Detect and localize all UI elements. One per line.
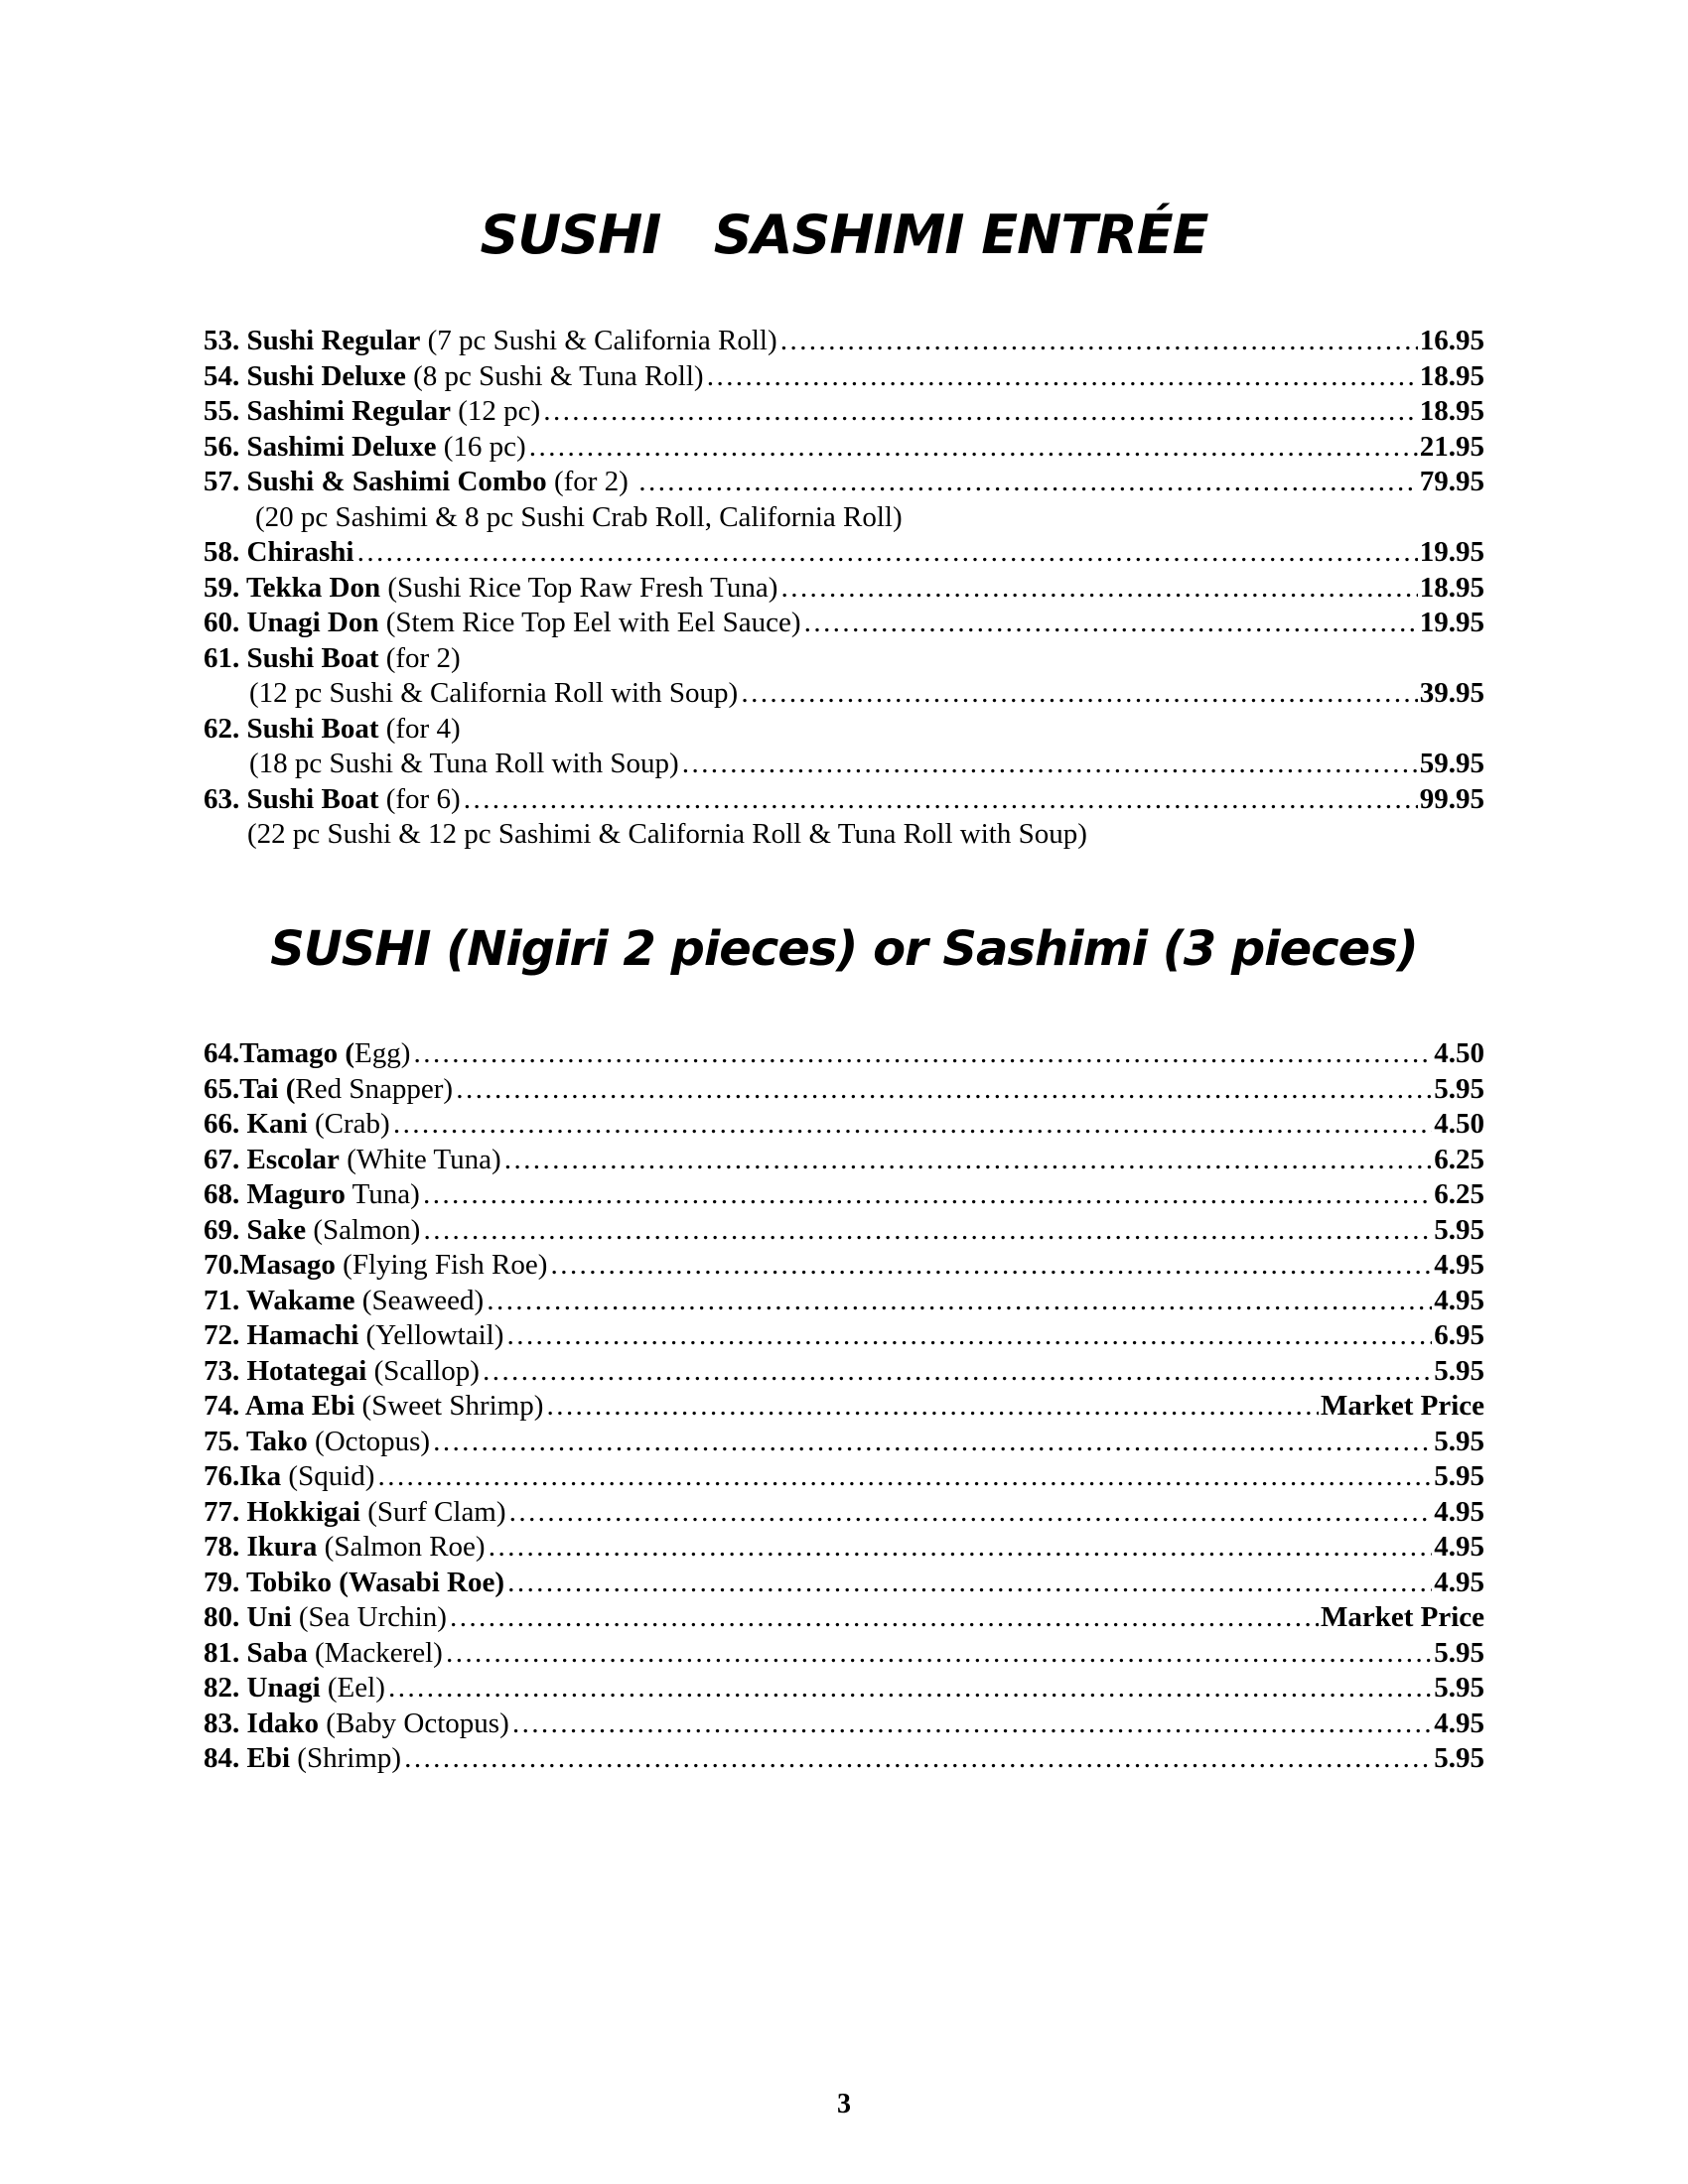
item-label [204,1425,430,1460]
item-price: Market Price [1320,1390,1484,1422]
item-name-text: Idako [246,1706,320,1739]
dot-leader [803,606,1418,641]
item-description: (for 2) [378,641,461,674]
item-name [204,536,353,568]
item-price: 4.95 [1434,1566,1484,1598]
item-name [204,1531,317,1563]
menu-item-row [204,1318,1484,1354]
menu-item-row [204,1248,1484,1284]
item-label [204,1636,443,1672]
menu-item-row [204,1741,1484,1777]
menu-item-row [204,676,1484,712]
item-description: (7 pc Sushi & California Roll) [420,325,777,356]
item-number: 71. [204,1284,246,1316]
item-description: (Octopus) [307,1425,431,1457]
item-price: 18.95 [1419,395,1484,427]
item-label [204,1389,543,1425]
item-name-text: Ama Ebi [244,1390,355,1422]
item-price: 5.95 [1434,1636,1484,1669]
item-name-text: Saba [246,1636,308,1669]
item-price: 4.95 [1434,1284,1484,1316]
item-description: (Eel) [320,1672,385,1704]
item-price: 16.95 [1419,325,1484,356]
item-name-text: Chirashi [246,536,354,568]
item-name [204,1672,321,1704]
item-price: 99.95 [1419,782,1484,815]
item-description: (Sea Urchin) [291,1601,447,1633]
item-name [204,466,547,497]
dot-leader [545,1389,1319,1425]
item-number: 77. [204,1495,247,1528]
item-price: 19.95 [1419,607,1484,638]
page-number: 3 [837,2089,851,2119]
item-price: 5.95 [1434,1354,1484,1387]
item-number: 72. [204,1319,247,1351]
item-label [204,782,461,818]
item-number: 73. [204,1354,247,1387]
item-description: (Crab) [307,1108,390,1140]
menu-item-row [204,535,1484,571]
item-name-text: Sushi Boat [246,712,379,745]
section-title-sushi-nigiri: SUSHI (Nigiri 2 pieces) or Sashimi (3 pieces) [270,921,1418,977]
item-name [204,325,420,356]
dot-leader [542,394,1418,430]
item-price: 59.95 [1419,748,1484,779]
item-number: 61. [204,641,247,674]
item-number: 75. [204,1425,246,1457]
menu-item-row [204,465,1484,500]
item-label [204,1741,401,1777]
item-name-text: Uni [246,1601,292,1633]
item-name [204,1144,340,1175]
item-name-text: Sushi Deluxe [246,359,406,392]
menu-item-row [204,394,1484,430]
item-label [204,1566,504,1601]
menu-item-row [204,641,1484,677]
item-label [204,1530,486,1566]
item-number: 64. [204,1037,240,1069]
item-price: 19.95 [1419,536,1484,568]
item-description: (Flying Fish Roe) [335,1249,548,1281]
dot-leader [355,535,1417,571]
item-number: 80. [204,1601,247,1633]
item-label [204,1072,453,1108]
item-name-text: Hamachi [246,1319,359,1351]
dot-leader [779,324,1418,359]
dot-leader [422,1177,1432,1213]
item-name [204,713,378,745]
item-description: (Surf Clam) [359,1495,506,1528]
dot-leader [455,1072,1432,1108]
item-description: Egg) [354,1037,411,1069]
menu-item-row [204,1107,1484,1143]
item-number: 78. [204,1531,247,1563]
dot-leader [387,1671,1432,1706]
menu-item-row [204,1566,1484,1601]
item-price: 6.95 [1434,1319,1484,1351]
dot-leader [549,1248,1432,1284]
section-title-sushi-sashimi-entree: SUSHI SASHIMI ENTRÉE [480,204,1208,266]
dot-leader [486,1284,1432,1319]
item-label [204,1177,420,1213]
item-name [204,1426,308,1457]
item-name-text: Ikura [246,1531,318,1563]
item-name [204,431,436,463]
item-label [204,324,777,359]
item-name [204,1249,336,1281]
dot-leader [740,676,1418,712]
item-description: (16 pc) [436,430,526,463]
item-label [204,1248,547,1284]
item-label [204,394,540,430]
item-description: (Stem Rice Top Eel with Eel Sauce) [378,607,801,638]
item-label [204,712,461,748]
item-number: 60. [204,607,247,638]
item-number: 74. [204,1390,245,1422]
item-label [204,359,704,395]
item-subdescription: (12 pc Sushi & California Roll with Soup) [249,677,739,709]
item-description: (Salmon Roe) [317,1531,486,1563]
item-name-text: Ika [239,1460,282,1492]
item-label [204,1495,506,1531]
item-label [204,606,801,641]
menu-item-row [204,1706,1484,1742]
dot-leader [506,1566,1432,1601]
item-name [204,1460,281,1492]
item-price: 4.50 [1434,1037,1484,1069]
item-price: 4.50 [1434,1108,1484,1140]
item-name [204,1601,292,1633]
item-number: 67. [204,1143,247,1175]
item-label [204,1036,410,1072]
dot-leader [503,1143,1433,1178]
item-name-text: Unagi Don [246,607,379,638]
dot-leader [488,1530,1433,1566]
item-number: 53. [204,325,247,356]
item-description: Red Snapper) [295,1072,454,1105]
dot-leader [449,1600,1319,1636]
menu-item-row [204,606,1484,641]
item-name-text: Tamago ( [239,1037,354,1069]
item-description: (for 6) [378,782,461,815]
item-subdescription: (18 pc Sushi & Tuna Roll with Soup) [249,748,679,779]
item-number: 79. [204,1566,246,1598]
item-name [204,1496,360,1528]
item-name [204,1178,346,1210]
item-name-text: Unagi [246,1672,321,1704]
item-name [204,1073,295,1105]
item-name-text: Sushi & Sashimi Combo [246,466,547,497]
item-description: (Squid) [281,1460,375,1492]
item-name [204,1390,354,1422]
menu-item-row [204,1036,1484,1072]
item-label [204,465,635,500]
entree-menu-list [204,324,1484,853]
item-description: (Yellowtail) [358,1319,504,1351]
menu-item-row [204,1425,1484,1460]
item-description: (Sweet Shrimp) [354,1390,544,1422]
item-description: (Baby Octopus) [319,1706,509,1739]
item-number: 55. [204,395,247,427]
item-price: 5.95 [1434,1072,1484,1105]
item-name [204,1355,366,1387]
item-price: 5.95 [1434,1425,1484,1457]
item-description: (Mackerel) [307,1636,443,1669]
menu-item-row [204,1495,1484,1531]
menu-item-row [204,1530,1484,1566]
item-label [204,1284,484,1319]
item-name-text: Kani [246,1108,308,1140]
dot-leader [681,747,1418,782]
item-name-text: Sushi Boat [246,641,379,674]
item-name-text: Tekka Don [245,571,381,604]
dot-leader [422,1213,1432,1249]
item-price: 5.95 [1434,1742,1484,1774]
item-number: 54. [204,359,247,392]
item-label [204,1706,509,1742]
menu-item-row [204,1354,1484,1390]
item-name-text: Sashimi Deluxe [246,430,437,463]
dot-leader [445,1636,1432,1672]
item-description: (Salmon) [306,1213,421,1246]
dot-leader [432,1425,1432,1460]
item-price: 4.95 [1434,1531,1484,1563]
item-number: 84. [204,1742,247,1774]
item-name [204,607,378,638]
item-name-text: Tai ( [239,1072,296,1105]
menu-item-row [204,1600,1484,1636]
item-price: 4.95 [1434,1706,1484,1739]
item-name [204,642,378,674]
item-label [204,1143,501,1178]
item-label [204,1671,385,1706]
item-subdescription: (22 pc Sushi & 12 pc Sashimi & California Roll & Tuna Roll with Soup) [247,818,1087,850]
item-number: 65. [204,1072,240,1105]
item-description: (8 pc Sushi & Tuna Roll) [405,359,704,392]
item-name-text: Sushi Boat [246,782,379,815]
menu-item-row [204,747,1484,782]
item-number: 76. [204,1460,240,1492]
item-name-text: Maguro [246,1178,346,1210]
item-name-text: Escolar [246,1143,340,1175]
item-price: 4.95 [1434,1249,1484,1281]
item-name-text: Hokkigai [246,1495,360,1528]
item-name-text: Hotategai [246,1354,367,1387]
menu-item-row [204,1072,1484,1108]
item-description: (Seaweed) [354,1284,485,1316]
item-name-text: Tobiko (Wasabi Roe) [245,1566,504,1598]
item-label [204,1354,480,1390]
menu-item-row [204,359,1484,395]
item-price: 18.95 [1419,359,1484,392]
item-price: 6.25 [1434,1143,1484,1175]
item-number: 70. [204,1249,240,1281]
item-number: 56. [204,430,247,463]
item-description: (White Tuna) [339,1143,501,1175]
item-label [204,571,777,607]
item-name [204,1637,308,1669]
item-number: 63. [204,782,247,815]
item-label [204,1459,374,1495]
dot-leader [779,571,1417,607]
item-name [204,1707,319,1739]
item-label [204,1213,420,1249]
item-description: (Shrimp) [290,1742,401,1774]
dot-leader [505,1318,1432,1354]
menu-item-row [204,712,1484,748]
dot-leader [463,782,1418,818]
item-description: Tuna) [345,1178,420,1210]
dot-leader [482,1354,1432,1390]
item-name [204,1285,355,1316]
dot-leader [508,1495,1433,1531]
menu-item-row [204,1671,1484,1706]
item-name [204,1108,308,1140]
item-label [204,1318,503,1354]
item-price: 39.95 [1419,677,1484,709]
item-name [204,572,380,604]
item-name [204,360,406,392]
item-description: (12 pc) [450,395,541,427]
item-number: 69. [204,1213,247,1246]
item-price: 21.95 [1419,430,1484,463]
item-description: (Scallop) [366,1354,480,1387]
item-number: 62. [204,712,247,745]
dot-leader [706,359,1418,395]
dot-leader [528,430,1418,466]
menu-item-row [204,324,1484,359]
menu-item-row [204,1143,1484,1178]
item-number: 58. [204,536,247,568]
dot-leader [511,1706,1433,1742]
item-number: 68. [204,1178,247,1210]
item-number: 66. [204,1108,247,1140]
item-label [204,1107,390,1143]
dot-leader [412,1036,1432,1072]
item-price: 18.95 [1419,571,1484,604]
item-subdescription: (20 pc Sashimi & 8 pc Sushi Crab Roll, California Roll) [255,500,903,533]
item-name-text: Sashimi Regular [246,395,451,427]
item-number: 82. [204,1672,247,1704]
item-price: 4.95 [1434,1495,1484,1528]
item-name [204,1319,358,1351]
item-price: 6.25 [1434,1178,1484,1210]
item-label [204,641,461,677]
item-name-text: Sushi Regular [246,325,421,356]
item-name [204,1214,306,1246]
item-description: (Sushi Rice Top Raw Fresh Tuna) [380,571,778,604]
menu-item-row [204,1459,1484,1495]
nigiri-menu-list [204,1036,1484,1777]
item-number: 81. [204,1636,247,1669]
item-label [204,430,526,466]
dot-leader [403,1741,1432,1777]
item-name-text: Sake [246,1213,307,1246]
item-name-text: Ebi [246,1742,291,1774]
dot-leader [376,1459,1432,1495]
item-price: 5.95 [1434,1672,1484,1704]
item-name [204,1037,354,1069]
item-label [204,535,353,571]
item-description: (for 4) [378,712,461,745]
menu-item-row [204,430,1484,466]
item-price: 5.95 [1434,1213,1484,1246]
menu-item-row [204,782,1484,818]
item-label [204,1600,447,1636]
item-name [204,783,378,815]
item-name [204,1567,504,1598]
item-number: 57. [204,466,247,497]
item-name-text: Masago [239,1249,336,1281]
item-number: 83. [204,1706,247,1739]
item-name-text: Tako [245,1425,308,1457]
menu-item-row [204,1177,1484,1213]
item-name [204,1742,290,1774]
item-price: 79.95 [1419,466,1484,497]
item-price: Market Price [1320,1601,1484,1633]
menu-item-row [204,1284,1484,1319]
item-price: 5.95 [1434,1460,1484,1492]
item-description: (for 2) [546,466,636,497]
menu-item-row [204,1389,1484,1425]
item-name [204,395,451,427]
menu-item-row [204,1636,1484,1672]
menu-item-row [204,1213,1484,1249]
menu-item-row [204,571,1484,607]
item-name-text: Wakame [245,1284,355,1316]
dot-leader [637,465,1418,500]
dot-leader [392,1107,1433,1143]
item-number: 59. [204,571,246,604]
